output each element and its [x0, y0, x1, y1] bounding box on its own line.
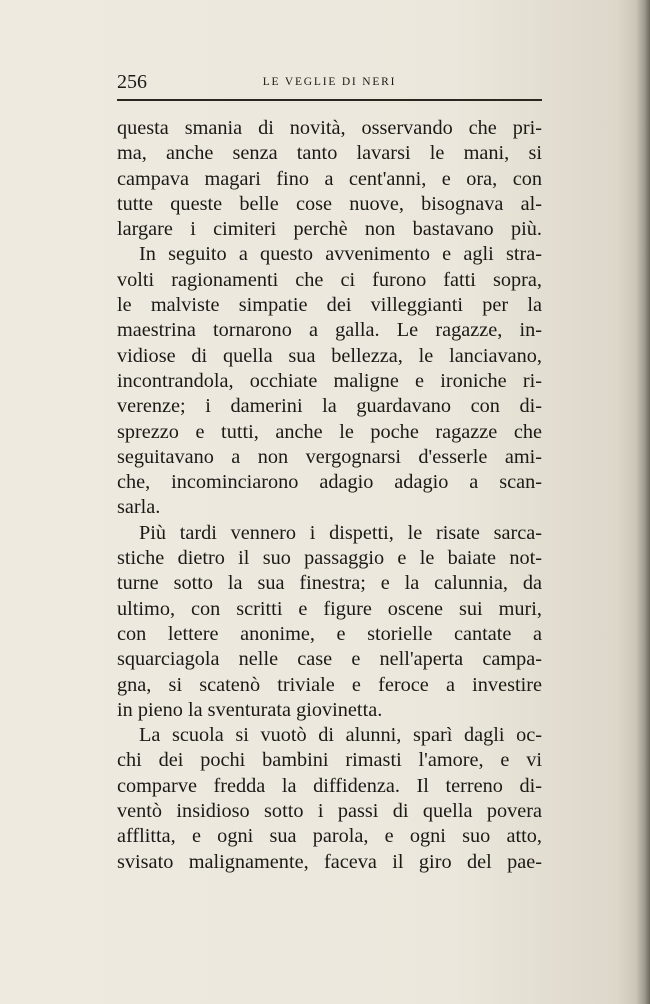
text-line: La scuola si vuotò di alunni, sparì dagli oc-: [139, 724, 542, 747]
text-line: sprezzo e tutti, anche le poche ragazze che: [117, 420, 542, 443]
text-line: In seguito a questo avvenimento e agli stra-: [139, 243, 542, 266]
text-line: incontrandola, occhiate maligne e ironiche ri-: [117, 369, 542, 392]
text-line: volti ragionamenti che ci furono fatti sopra,: [117, 268, 542, 291]
text-line: svisato malignamente, faceva il giro del pae-: [117, 850, 542, 873]
text-line: campava magari fino a cent'anni, e ora, con: [117, 167, 542, 190]
text-line: chi dei pochi bambini rimasti l'amore, e vi: [117, 749, 542, 772]
text-line: ma, anche senza tanto lavarsi le mani, si: [117, 142, 542, 165]
page-number: 256: [117, 71, 147, 93]
text-line: squarciagola nelle case e nell'aperta campa-: [117, 648, 542, 671]
text-line: gna, si scatenò triviale e feroce a investire: [117, 673, 542, 696]
text-line: vidiose di quella sua bellezza, le lanciavano,: [117, 344, 542, 367]
running-title: LE VEGLIE DI NERI: [262, 76, 397, 88]
header-rule: [117, 99, 542, 101]
text-line: afflitta, e ogni sua parola, e ogni suo atto,: [117, 825, 542, 848]
text-line: sarla.: [117, 496, 161, 519]
page-edge-shadow: [636, 0, 650, 1004]
text-line: in pieno la sventurata giovinetta.: [117, 698, 383, 721]
body-text: [117, 116, 542, 875]
text-line: le malviste simpatie dei villeggianti per la: [117, 294, 542, 317]
text-line: turne sotto la sua finestra; e la calunnia, da: [117, 572, 542, 595]
text-line: tutte queste belle cose nuove, bisognava al-: [117, 192, 542, 215]
text-line: comparve fredda la diffidenza. Il terreno di-: [117, 774, 542, 797]
page-header: [117, 70, 542, 100]
text-line: questa smania di novità, osservando che pri-: [117, 117, 542, 139]
text-line: che, incominciarono adagio adagio a scan-: [117, 471, 542, 494]
text-line: stiche dietro il suo passaggio e le baiate not-: [117, 547, 542, 570]
text-line: largare i cimiteri perchè non bastavano più.: [117, 218, 542, 241]
text-line: Più tardi vennero i dispetti, le risate sarca-: [139, 521, 542, 544]
text-line: ventò insidioso sotto i passi di quella povera: [117, 800, 542, 823]
text-line: maestrina tornarono a galla. Le ragazze, in-: [117, 319, 542, 342]
text-line: ultimo, con scritti e figure oscene sui muri,: [117, 597, 542, 620]
text-line: con lettere anonime, e storielle cantate a: [117, 622, 542, 645]
text-line: seguitavano a non vergognarsi d'esserle ami-: [117, 445, 542, 468]
text-line: verenze; i damerini la guardavano con di-: [117, 395, 542, 418]
